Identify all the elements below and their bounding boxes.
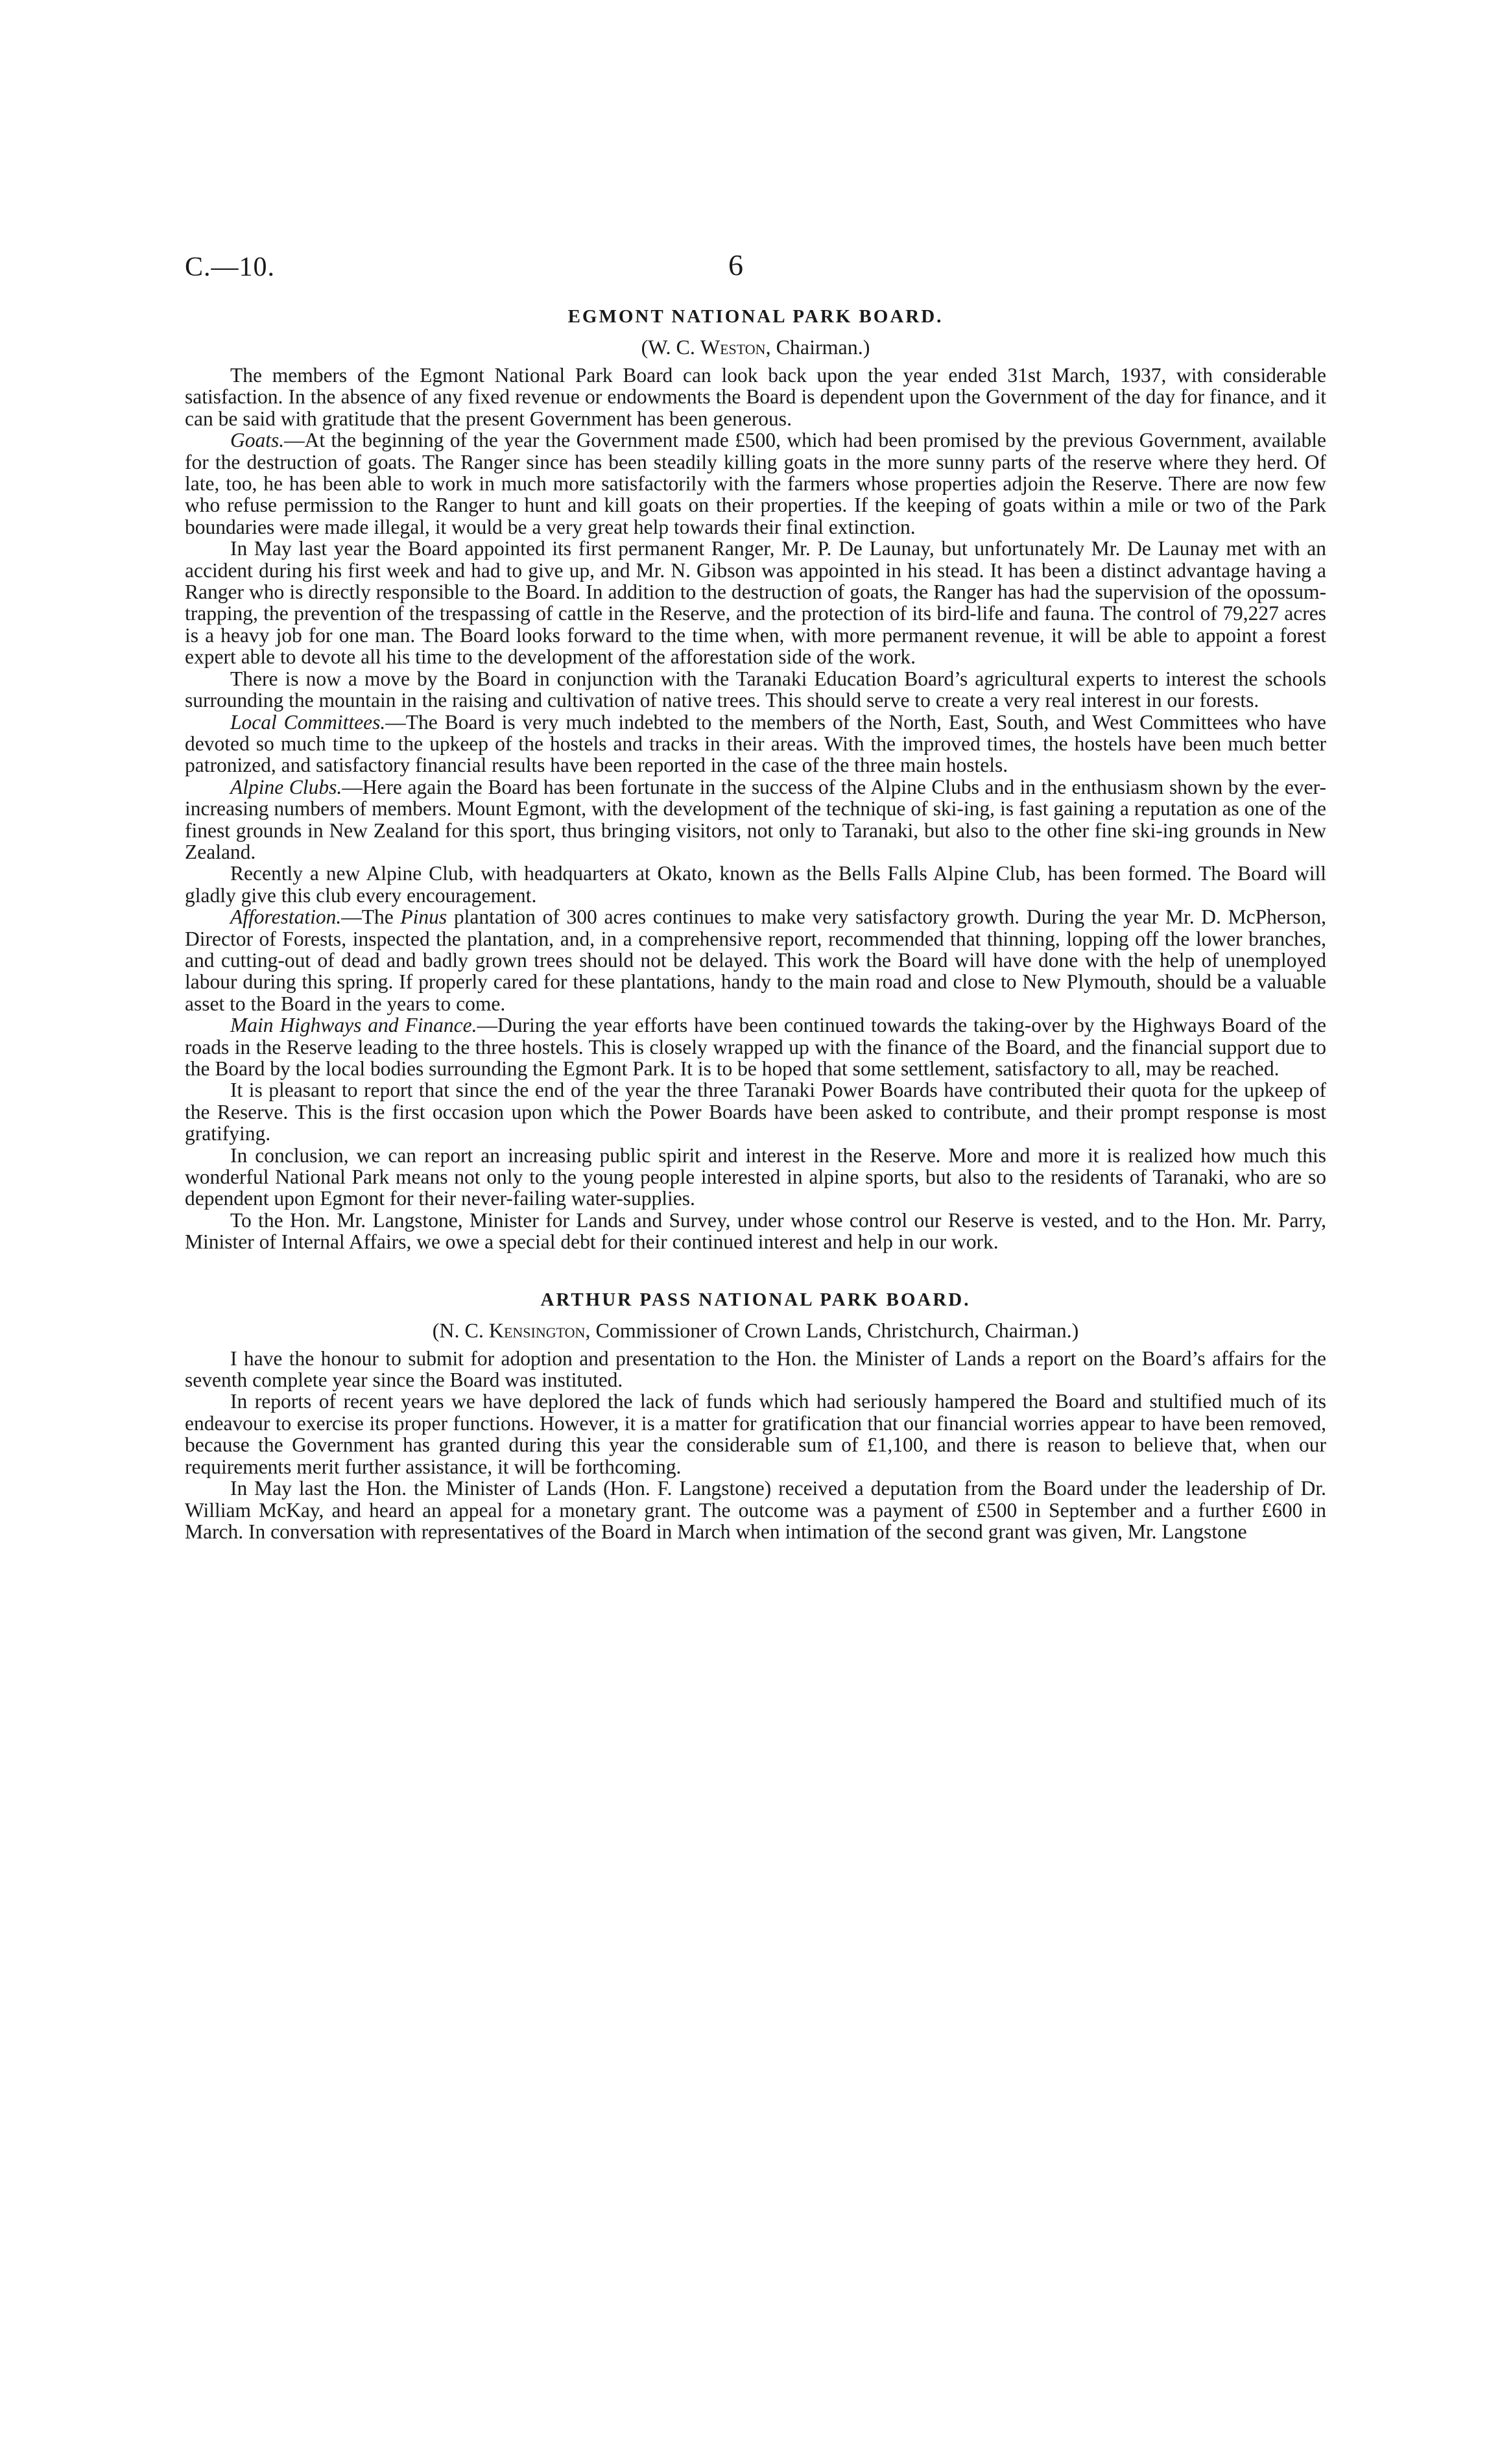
egmont-paragraph-text: The members of the Egmont National Park Board can look back upon the year ended 31st March, 1937, with considerable satisfaction. In the absence of any fixed revenue or endowments the Board is dependent upon the Government of the day for finance, and it can be said with gratitude that the present Government has been generous. (185, 364, 1326, 430)
egmont-paragraph-text: In May last year the Board appointed its first permanent Ranger, Mr. P. De Launay, but unfortunately Mr. De Launay met with an accident during his first week and had to give up, and Mr. N. Gibson was appointed in his stead. It has been a distinct advantage having a Ranger who is directly responsible to the Board. In addition to the destruction of goats, the Ranger has had the supervision of the opossum-trapping, the prevention of the trespassing of cattle in the Reserve, and the protection of its bird-life and fauna. The control of 79,227 acres is a heavy job for one man. The Board looks forward to the time when, with more permanent revenue, it will be able to appoint a forest expert able to devote all his time to the development of the afforestation side of the work. (185, 537, 1326, 669)
egmont-paragraph-heading: Goats. (230, 429, 285, 452)
egmont-paragraph-text: —At the beginning of the year the Government made £500, which had been promised by the previous Government, available for the destruction of goats. The Ranger since has been steadily killing goats in the more sunny parts of the reserve where they herd. Of late, too, he has been able to work in much more satisfactorily with the farmers whose properties adjoin the Reserve. There are now few who refuse permission to the Ranger to hunt and kill goats on their properties. If the keeping of goats within a mile or two of the Park boundaries were made illegal, it would be a very great help towards their final extinction. (185, 429, 1326, 538)
egmont-paragraph-text: —The Pinus plantation of 300 acres continues to make very satisfactory growth. During the year Mr. D. McPherson, Director of Forests, inspected the plantation, and, in a comprehensive report, recommended that thinning, lopping off the lower branches, and cutting-out of dead and badly grown trees should not be delayed. This work the Board will have done with the help of unemployed labour during this spring. If properly cared for these plantations, handy to the main road and close to New Plymouth, should be a valuable asset to the Board in the years to come. (185, 905, 1326, 1015)
arthur-pass-paragraph-text: In May last the Hon. the Minister of Lands (Hon. F. Langstone) received a deputation from the Board under the leadership of Dr. William McKay, and heard an appeal for a monetary grant. The outcome was a payment of £500 in September and a further £600 in March. In conversation with representatives of the Board in March when intimation of the second grant was given, Mr. Langstone (185, 1477, 1326, 1543)
arthur-pass-section-subtitle (185, 1318, 1326, 1343)
arthur-pass-paragraphs (185, 1348, 1326, 1543)
arthur-pass-subtitle-close: , Commissioner of Crown Lands, Christchurch, Chairman.) (585, 1318, 1079, 1342)
page-body (185, 305, 1326, 1542)
egmont-paragraph-heading: Afforestation. (230, 905, 342, 929)
egmont-section-subtitle (185, 335, 1326, 359)
egmont-paragraph (185, 712, 1326, 776)
arthur-pass-paragraph (185, 1391, 1326, 1477)
egmont-paragraph (185, 668, 1326, 712)
egmont-paragraph (185, 538, 1326, 667)
egmont-paragraph-text: —Here again the Board has been fortunate in the success of the Alpine Clubs and in the enthusiasm shown by the ever-increasing numbers of members. Mount Egmont, with the development of the technique of ski-ing, is fast gaining a reputation as one of the finest grounds in New Zealand for this sport, thus bringing visitors, not only to Taranaki, but also to the other fine ski-ing grounds in New Zealand. (185, 775, 1326, 863)
egmont-paragraph (185, 1145, 1326, 1210)
egmont-paragraph-text: —During the year efforts have been continued towards the taking-over by the Highways Board of the roads in the Reserve leading to the three hostels. This is closely wrapped up with the finance of the Board, and the financial support due to the Board by the local bodies surrounding the Egmont Park. It is to be hoped that some settlement, satisfactory to all, may be reached. (185, 1014, 1326, 1080)
egmont-section-title: EGMONT NATIONAL PARK BOARD. (567, 306, 944, 327)
egmont-paragraphs (185, 365, 1326, 1253)
egmont-section (185, 305, 1326, 1253)
egmont-paragraph (185, 429, 1326, 538)
pinus-term: Pinus (400, 905, 447, 929)
section-divider-space (185, 1253, 1326, 1288)
egmont-paragraph-text: It is pleasant to report that since the end of the year the three Taranaki Power Boards have contributed their quota for the upkeep of the Reserve. This is the first occasion upon which the Power Boards have been asked to contribute, and their prompt response is most gratifying. (185, 1079, 1326, 1145)
egmont-paragraph-text: —The Board is very much indebted to the members of the North, East, South, and West Committees who have devoted so much time to the upkeep of the hostels and tracks in their areas. With the improved times, the hostels have been much better patronized, and satisfactory financial results have been reported in the case of the three main hostels. (185, 710, 1326, 777)
egmont-paragraph-text: In conclusion, we can report an increasing public spirit and interest in the Reserve. More and more it is realized how much this wonderful National Park means not only to the young people interested in alpine sports, but also to the residents of Taranaki, who are so dependent upon Egmont for their never-failing water-supplies. (185, 1143, 1326, 1210)
egmont-paragraph (185, 776, 1326, 863)
arthur-pass-paragraph-text: I have the honour to submit for adoption and presentation to the Hon. the Minister of Lands a report on the Board’s affairs for the seventh complete year since the Board was instituted. (185, 1346, 1326, 1392)
egmont-chairman-name: Weston (700, 335, 766, 359)
arthur-pass-paragraph-text: In reports of recent years we have deplored the lack of funds which had seriously hampered the Board and stultified much of its endeavour to exercise its proper functions. However, it is a matter for gratification that our financial worries appear to have been removed, because the Government has granted during this year the considerable sum of £1,100, and there is reason to believe that, when our requirements merit further assistance, it will be forthcoming. (185, 1390, 1326, 1478)
arthur-pass-paragraph (185, 1477, 1326, 1542)
egmont-paragraph (185, 906, 1326, 1014)
egmont-paragraph (185, 863, 1326, 906)
page-header (185, 248, 1326, 291)
egmont-subtitle-close: , Chairman.) (765, 335, 870, 359)
egmont-paragraph-text: There is now a move by the Board in conjunction with the Taranaki Education Board’s agricultural experts to interest the schools surrounding the mountain in the raising and cultivation of native trees. This should serve to create a very real interest in our forests. (185, 667, 1326, 712)
document-code: C.—10. (185, 252, 276, 282)
arthur-pass-subtitle-open: (N. C. (432, 1318, 489, 1342)
egmont-paragraph (185, 365, 1326, 429)
egmont-paragraph (185, 1014, 1326, 1079)
arthur-pass-section-title: ARTHUR PASS NATIONAL PARK BOARD. (540, 1289, 971, 1310)
egmont-paragraph-heading: Local Committees. (230, 710, 386, 734)
arthur-pass-paragraph (185, 1348, 1326, 1391)
egmont-subtitle-open: (W. C. (641, 335, 700, 359)
arthur-pass-section (185, 1288, 1326, 1543)
egmont-paragraph-text: Recently a new Alpine Club, with headquarters at Okato, known as the Bells Falls Alpine Club, has been formed. The Board will gladly give this club every encouragement. (185, 862, 1326, 907)
arthur-pass-chairman-name: Kensington (488, 1318, 586, 1342)
egmont-paragraph-heading: Main Highways and Finance. (230, 1014, 477, 1037)
egmont-paragraph (185, 1210, 1326, 1253)
page-number: 6 (728, 248, 743, 281)
egmont-paragraph (185, 1079, 1326, 1144)
egmont-paragraph-text: To the Hon. Mr. Langstone, Minister for Lands and Survey, under whose control our Reserve is vested, and to the Hon. Mr. Parry, Minister of Internal Affairs, we owe a special debt for their continued interest and help in our work. (185, 1208, 1326, 1254)
egmont-paragraph-heading: Alpine Clubs. (230, 775, 342, 798)
